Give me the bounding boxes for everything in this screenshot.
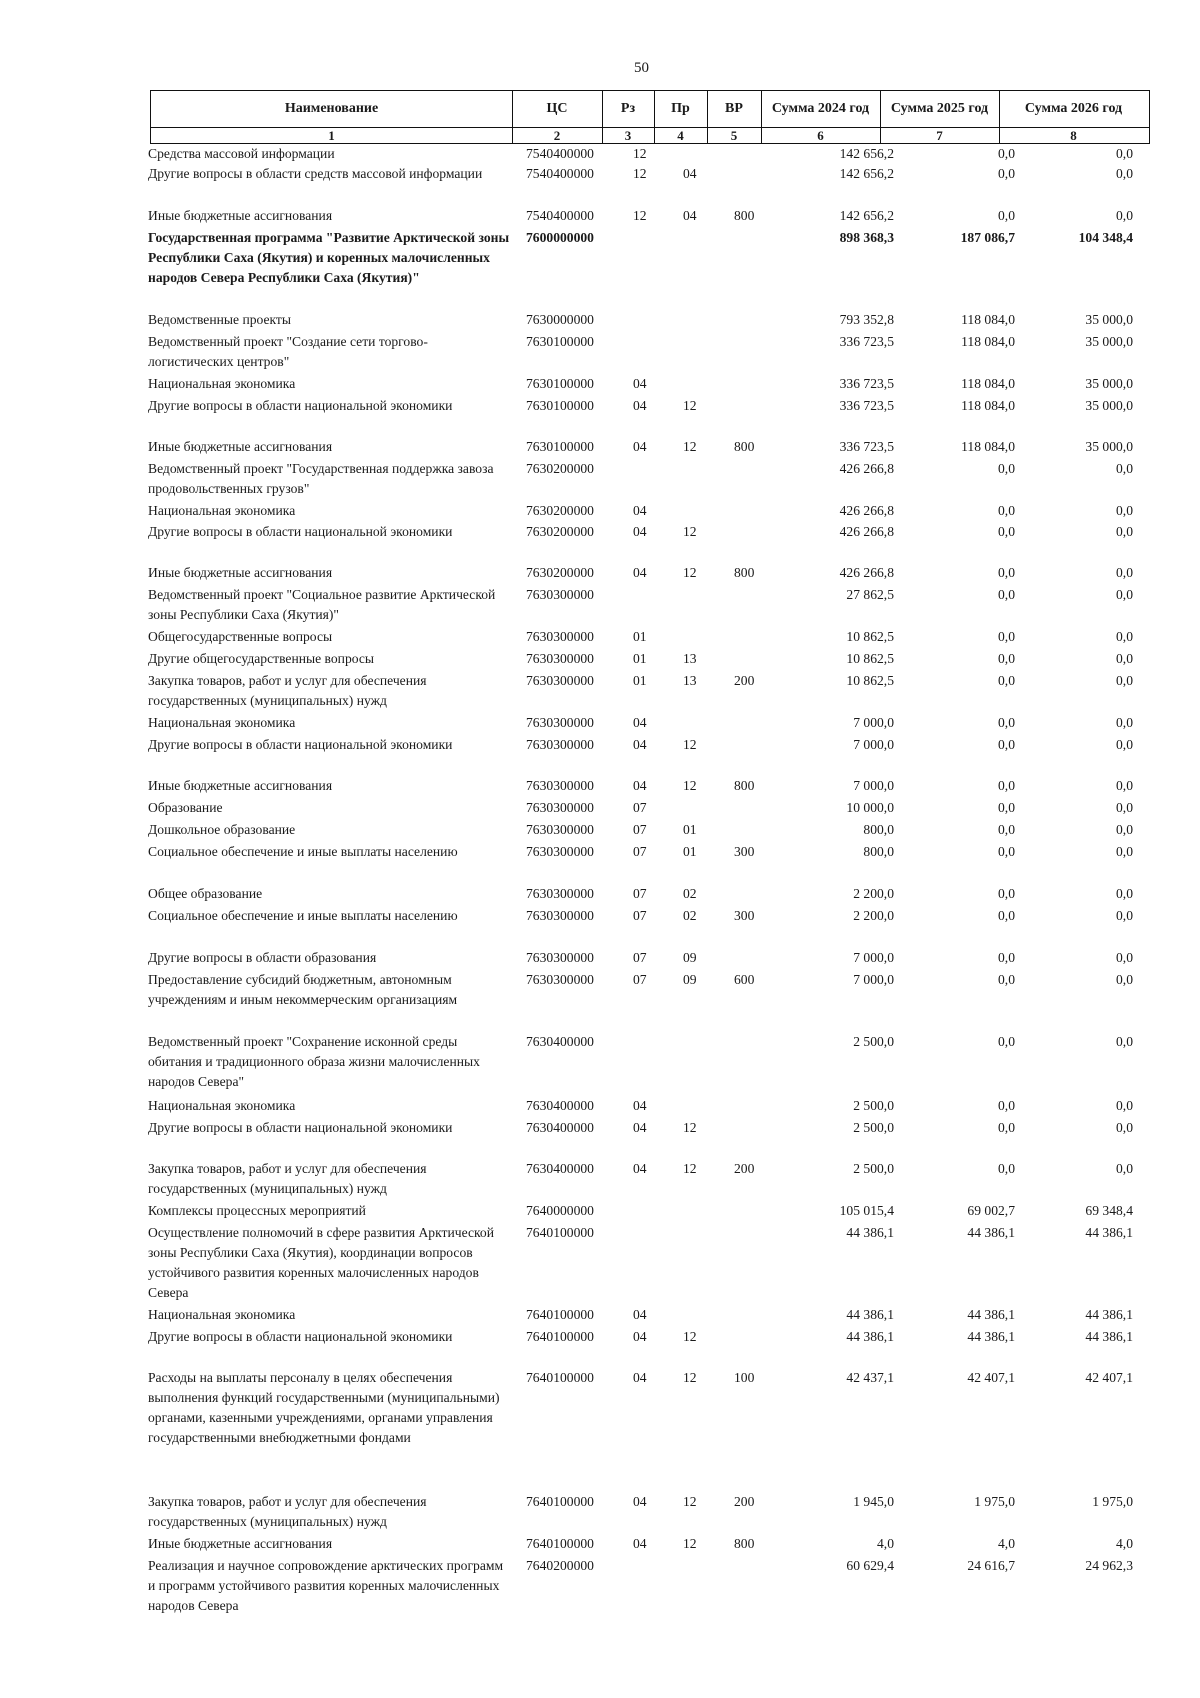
column-number: 3 xyxy=(602,128,655,143)
row-cs: 7630300000 xyxy=(526,950,594,965)
row-sum-2026: 0,0 xyxy=(1116,737,1133,752)
row-name: Ведомственный проект "Государственная поддержка завоза продовольственных грузов" xyxy=(148,461,494,496)
row-cs: 7630300000 xyxy=(526,972,594,987)
row-rz: 04 xyxy=(633,376,647,391)
row-rz: 01 xyxy=(633,673,647,688)
row-sum-2025: 0,0 xyxy=(998,524,1015,539)
row-sum-2024: 2 500,0 xyxy=(853,1161,894,1176)
row-cs: 7630300000 xyxy=(526,651,594,666)
row-cs: 7630300000 xyxy=(526,800,594,815)
row-sum-2025: 0,0 xyxy=(998,208,1015,223)
row-pr: 09 xyxy=(683,950,697,965)
row-rz: 04 xyxy=(633,1329,647,1344)
row-cs: 7630100000 xyxy=(526,398,594,413)
row-sum-2026: 35 000,0 xyxy=(1085,398,1133,413)
row-cs: 7540400000 xyxy=(526,146,594,161)
row-sum-2025: 118 084,0 xyxy=(961,398,1015,413)
row-name: Иные бюджетные ассигнования xyxy=(148,1536,333,1551)
row-sum-2025: 44 386,1 xyxy=(967,1307,1015,1322)
row-cs: 7630300000 xyxy=(526,715,594,730)
header-sum-2026: Сумма 2026 год xyxy=(1024,101,1123,116)
row-cs: 7630300000 xyxy=(526,822,594,837)
row-sum-2024: 1 945,0 xyxy=(853,1494,894,1509)
row-vr: 800 xyxy=(734,208,755,223)
row-sum-2026: 4,0 xyxy=(1116,1536,1133,1551)
row-name: Другие вопросы в области национальной экономики xyxy=(148,737,453,752)
row-name: Другие вопросы в области средств массовой информации xyxy=(148,166,483,181)
row-sum-2025: 44 386,1 xyxy=(967,1225,1015,1240)
row-vr: 300 xyxy=(734,844,755,859)
row-sum-2026: 0,0 xyxy=(1116,715,1133,730)
row-name: Ведомственные проекты xyxy=(148,312,292,327)
row-vr: 200 xyxy=(734,673,755,688)
row-sum-2024: 44 386,1 xyxy=(846,1225,894,1240)
row-cs: 7630400000 xyxy=(526,1034,594,1049)
row-sum-2024: 44 386,1 xyxy=(846,1329,894,1344)
row-pr: 12 xyxy=(683,737,697,752)
row-rz: 07 xyxy=(633,972,647,987)
row-pr: 12 xyxy=(683,398,697,413)
row-sum-2025: 1 975,0 xyxy=(974,1494,1015,1509)
row-vr: 800 xyxy=(734,778,755,793)
row-cs: 7640100000 xyxy=(526,1329,594,1344)
row-name: Национальная экономика xyxy=(148,715,296,730)
row-sum-2024: 2 500,0 xyxy=(853,1034,894,1049)
row-name: Другие общегосударственные вопросы xyxy=(148,651,375,666)
row-sum-2024: 800,0 xyxy=(863,822,894,837)
row-sum-2024: 2 200,0 xyxy=(853,886,894,901)
row-sum-2026: 0,0 xyxy=(1116,886,1133,901)
row-rz: 04 xyxy=(633,1098,647,1113)
row-name: Иные бюджетные ассигнования xyxy=(148,565,333,580)
row-pr: 12 xyxy=(683,524,697,539)
row-cs: 7630300000 xyxy=(526,886,594,901)
row-cs: 7630100000 xyxy=(526,334,594,349)
row-sum-2026: 35 000,0 xyxy=(1085,439,1133,454)
row-sum-2026: 42 407,1 xyxy=(1085,1370,1133,1385)
row-name: Другие вопросы в области национальной экономики xyxy=(148,524,453,539)
row-sum-2025: 0,0 xyxy=(998,844,1015,859)
row-sum-2025: 118 084,0 xyxy=(961,376,1015,391)
row-rz: 04 xyxy=(633,1120,647,1135)
row-sum-2025: 42 407,1 xyxy=(967,1370,1015,1385)
row-rz: 12 xyxy=(633,166,647,181)
row-sum-2025: 0,0 xyxy=(998,908,1015,923)
row-pr: 01 xyxy=(683,844,697,859)
row-sum-2025: 0,0 xyxy=(998,461,1015,476)
column-number: 4 xyxy=(654,128,708,143)
row-cs: 7630300000 xyxy=(526,737,594,752)
row-pr: 12 xyxy=(683,1494,697,1509)
row-rz: 04 xyxy=(633,778,647,793)
row-cs: 7630400000 xyxy=(526,1098,594,1113)
row-sum-2026: 0,0 xyxy=(1116,1034,1133,1049)
row-vr: 100 xyxy=(734,1370,755,1385)
row-pr: 12 xyxy=(683,1329,697,1344)
row-sum-2026: 0,0 xyxy=(1116,1120,1133,1135)
row-name: Образование xyxy=(148,800,223,815)
row-name: Средства массовой информации xyxy=(148,146,335,161)
row-rz: 04 xyxy=(633,1161,647,1176)
row-vr: 800 xyxy=(734,565,755,580)
row-sum-2026: 0,0 xyxy=(1116,950,1133,965)
row-sum-2026: 1 975,0 xyxy=(1092,1494,1133,1509)
page-number: 50 xyxy=(634,60,649,76)
row-pr: 12 xyxy=(683,1120,697,1135)
row-rz: 04 xyxy=(633,524,647,539)
row-sum-2026: 104 348,4 xyxy=(1078,230,1133,245)
row-sum-2024: 142 656,2 xyxy=(839,146,894,161)
row-sum-2026: 44 386,1 xyxy=(1085,1307,1133,1322)
row-sum-2026: 0,0 xyxy=(1116,800,1133,815)
row-rz: 04 xyxy=(633,1307,647,1322)
row-sum-2024: 800,0 xyxy=(863,844,894,859)
row-cs: 7630100000 xyxy=(526,439,594,454)
row-cs: 7630200000 xyxy=(526,524,594,539)
row-sum-2024: 7 000,0 xyxy=(853,737,894,752)
row-name: Комплексы процессных мероприятий xyxy=(148,1203,366,1218)
row-sum-2026: 0,0 xyxy=(1116,651,1133,666)
row-sum-2024: 142 656,2 xyxy=(839,166,894,181)
row-cs: 7630300000 xyxy=(526,844,594,859)
header-name: Наименование xyxy=(151,91,513,127)
row-name: Национальная экономика xyxy=(148,1098,296,1113)
row-pr: 12 xyxy=(683,778,697,793)
row-name: Общее образование xyxy=(148,886,263,901)
row-rz: 04 xyxy=(633,1494,647,1509)
row-sum-2026: 0,0 xyxy=(1116,587,1133,602)
row-name: Социальное обеспечение и иные выплаты населению xyxy=(148,844,458,859)
column-number: 1 xyxy=(151,128,513,143)
row-sum-2026: 44 386,1 xyxy=(1085,1329,1133,1344)
row-rz: 04 xyxy=(633,1370,647,1385)
row-sum-2026: 0,0 xyxy=(1116,972,1133,987)
row-rz: 01 xyxy=(633,629,647,644)
row-cs: 7630300000 xyxy=(526,778,594,793)
row-sum-2026: 0,0 xyxy=(1116,1098,1133,1113)
row-sum-2024: 336 723,5 xyxy=(839,439,894,454)
row-cs: 7640100000 xyxy=(526,1536,594,1551)
row-cs: 7640100000 xyxy=(526,1370,594,1385)
row-sum-2026: 0,0 xyxy=(1116,208,1133,223)
row-sum-2025: 69 002,7 xyxy=(967,1203,1015,1218)
row-sum-2024: 898 368,3 xyxy=(839,230,894,245)
row-sum-2026: 24 962,3 xyxy=(1085,1558,1133,1573)
row-rz: 07 xyxy=(633,800,647,815)
row-sum-2026: 0,0 xyxy=(1116,629,1133,644)
row-cs: 7540400000 xyxy=(526,208,594,223)
row-cs: 7630300000 xyxy=(526,629,594,644)
row-cs: 7640000000 xyxy=(526,1203,594,1218)
row-sum-2024: 426 266,8 xyxy=(839,524,894,539)
row-sum-2026: 44 386,1 xyxy=(1085,1225,1133,1240)
row-rz: 12 xyxy=(633,146,647,161)
row-cs: 7630200000 xyxy=(526,503,594,518)
row-vr: 200 xyxy=(734,1161,755,1176)
row-sum-2024: 10 862,5 xyxy=(846,673,894,688)
row-sum-2025: 187 086,7 xyxy=(960,230,1015,245)
row-cs: 7600000000 xyxy=(526,230,594,245)
column-numbers xyxy=(150,128,1150,144)
row-sum-2026: 35 000,0 xyxy=(1085,312,1133,327)
row-vr: 800 xyxy=(734,1536,755,1551)
row-sum-2025: 0,0 xyxy=(998,629,1015,644)
row-sum-2024: 44 386,1 xyxy=(846,1307,894,1322)
row-name: Ведомственный проект "Социальное развитие Арктической зоны Республики Саха (Якутия)" xyxy=(148,587,496,622)
header-rz: Рз xyxy=(602,91,655,127)
row-name: Государственная программа "Развитие Арктической зоны Республики Саха (Якутия) и коренных малочисленных народов Севера Республики Саха (Якутия)" xyxy=(148,230,510,285)
header-pr: Пр xyxy=(654,91,708,127)
row-rz: 04 xyxy=(633,439,647,454)
column-number: 8 xyxy=(1070,127,1077,143)
row-rz: 07 xyxy=(633,908,647,923)
row-sum-2026: 0,0 xyxy=(1116,146,1133,161)
row-cs: 7540400000 xyxy=(526,166,594,181)
row-sum-2024: 426 266,8 xyxy=(839,461,894,476)
row-cs: 7630300000 xyxy=(526,587,594,602)
row-pr: 04 xyxy=(683,166,697,181)
row-cs: 7640100000 xyxy=(526,1225,594,1240)
row-cs: 7630300000 xyxy=(526,673,594,688)
row-cs: 7630300000 xyxy=(526,908,594,923)
row-pr: 12 xyxy=(683,1536,697,1551)
row-sum-2024: 7 000,0 xyxy=(853,715,894,730)
row-sum-2024: 7 000,0 xyxy=(853,950,894,965)
row-sum-2025: 44 386,1 xyxy=(967,1329,1015,1344)
row-sum-2025: 24 616,7 xyxy=(967,1558,1015,1573)
row-sum-2026: 0,0 xyxy=(1116,1161,1133,1176)
row-pr: 13 xyxy=(683,651,697,666)
row-pr: 09 xyxy=(683,972,697,987)
row-name: Расходы на выплаты персоналу в целях обеспечения выполнения функций государственными (муниципальными) органами, казенными учреждениями, органами управления государственными внебюджетными фондами xyxy=(148,1370,500,1445)
row-name: Другие вопросы в области образования xyxy=(148,950,377,965)
row-pr: 02 xyxy=(683,908,697,923)
row-rz: 01 xyxy=(633,651,647,666)
row-sum-2026: 0,0 xyxy=(1116,844,1133,859)
row-rz: 12 xyxy=(633,208,647,223)
row-sum-2024: 336 723,5 xyxy=(839,334,894,349)
row-name: Ведомственный проект "Создание сети торгово-логистических центров" xyxy=(148,334,428,369)
row-sum-2024: 27 862,5 xyxy=(846,587,894,602)
row-sum-2024: 2 500,0 xyxy=(853,1120,894,1135)
row-sum-2026: 0,0 xyxy=(1116,524,1133,539)
row-sum-2026: 0,0 xyxy=(1116,461,1133,476)
row-name: Ведомственный проект "Сохранение исконной среды обитания и традиционного образа жизни малочисленных народов Севера" xyxy=(148,1034,480,1089)
row-sum-2025: 0,0 xyxy=(998,1161,1015,1176)
row-sum-2025: 0,0 xyxy=(998,166,1015,181)
row-cs: 7630400000 xyxy=(526,1120,594,1135)
row-sum-2025: 118 084,0 xyxy=(961,439,1015,454)
row-sum-2026: 0,0 xyxy=(1116,673,1133,688)
row-sum-2026: 35 000,0 xyxy=(1085,334,1133,349)
row-sum-2026: 69 348,4 xyxy=(1085,1203,1133,1218)
row-name: Иные бюджетные ассигнования xyxy=(148,439,333,454)
row-sum-2025: 0,0 xyxy=(998,1120,1015,1135)
row-sum-2024: 2 200,0 xyxy=(853,908,894,923)
row-sum-2025: 0,0 xyxy=(998,778,1015,793)
row-cs: 7630400000 xyxy=(526,1161,594,1176)
row-name: Предоставление субсидий бюджетным, автономным учреждениям и иным некоммерческим организациям xyxy=(148,972,458,1007)
row-sum-2024: 10 000,0 xyxy=(846,800,894,815)
column-number: 6 xyxy=(761,128,881,143)
row-rz: 04 xyxy=(633,737,647,752)
row-sum-2024: 10 862,5 xyxy=(846,651,894,666)
row-rz: 07 xyxy=(633,886,647,901)
row-sum-2025: 4,0 xyxy=(998,1536,1015,1551)
row-sum-2024: 336 723,5 xyxy=(839,398,894,413)
row-rz: 04 xyxy=(633,1536,647,1551)
row-name: Иные бюджетные ассигнования xyxy=(148,778,333,793)
row-name: Другие вопросы в области национальной экономики xyxy=(148,1120,453,1135)
row-pr: 12 xyxy=(683,439,697,454)
row-cs: 7630000000 xyxy=(526,312,594,327)
row-sum-2024: 7 000,0 xyxy=(853,778,894,793)
row-pr: 02 xyxy=(683,886,697,901)
row-sum-2025: 0,0 xyxy=(998,503,1015,518)
row-cs: 7630100000 xyxy=(526,376,594,391)
row-rz: 04 xyxy=(633,715,647,730)
row-sum-2025: 0,0 xyxy=(998,565,1015,580)
row-vr: 300 xyxy=(734,908,755,923)
row-sum-2024: 60 629,4 xyxy=(846,1558,894,1573)
row-name: Закупка товаров, работ и услуг для обеспечения государственных (муниципальных) нужд xyxy=(148,673,427,708)
row-cs: 7640100000 xyxy=(526,1494,594,1509)
row-sum-2025: 0,0 xyxy=(998,972,1015,987)
row-name: Другие вопросы в области национальной экономики xyxy=(148,398,453,413)
row-sum-2026: 0,0 xyxy=(1116,565,1133,580)
row-name: Реализация и научное сопровождение арктических программ и программ устойчивого развития коренных малочисленных народов Севера xyxy=(148,1558,504,1613)
row-sum-2025: 0,0 xyxy=(998,822,1015,837)
row-rz: 04 xyxy=(633,503,647,518)
row-name: Национальная экономика xyxy=(148,1307,296,1322)
row-sum-2025: 0,0 xyxy=(998,651,1015,666)
row-sum-2026: 0,0 xyxy=(1116,503,1133,518)
row-rz: 07 xyxy=(633,950,647,965)
row-sum-2024: 142 656,2 xyxy=(839,208,894,223)
row-sum-2024: 4,0 xyxy=(877,1536,894,1551)
row-sum-2024: 2 500,0 xyxy=(853,1098,894,1113)
row-pr: 01 xyxy=(683,822,697,837)
row-pr: 12 xyxy=(683,1370,697,1385)
row-vr: 200 xyxy=(734,1494,755,1509)
row-name: Иные бюджетные ассигнования xyxy=(148,208,333,223)
row-name: Закупка товаров, работ и услуг для обеспечения государственных (муниципальных) нужд xyxy=(148,1161,427,1196)
row-sum-2024: 426 266,8 xyxy=(839,565,894,580)
row-sum-2025: 118 084,0 xyxy=(961,312,1015,327)
row-sum-2024: 793 352,8 xyxy=(839,312,894,327)
row-name: Национальная экономика xyxy=(148,376,296,391)
row-name: Дошкольное образование xyxy=(148,822,296,837)
header-sum-2025: Сумма 2025 год xyxy=(880,91,1000,127)
row-sum-2024: 105 015,4 xyxy=(839,1203,894,1218)
row-cs: 7640200000 xyxy=(526,1558,594,1573)
row-sum-2026: 35 000,0 xyxy=(1085,376,1133,391)
row-cs: 7630200000 xyxy=(526,565,594,580)
row-rz: 07 xyxy=(633,822,647,837)
column-number: 2 xyxy=(512,128,603,143)
row-sum-2025: 0,0 xyxy=(998,800,1015,815)
row-pr: 04 xyxy=(683,208,697,223)
row-sum-2024: 7 000,0 xyxy=(853,972,894,987)
row-sum-2024: 426 266,8 xyxy=(839,503,894,518)
row-pr: 12 xyxy=(683,565,697,580)
row-pr: 12 xyxy=(683,1161,697,1176)
row-cs: 7630200000 xyxy=(526,461,594,476)
row-vr: 800 xyxy=(734,439,755,454)
header-vr: ВР xyxy=(707,91,762,127)
row-sum-2025: 0,0 xyxy=(998,886,1015,901)
row-pr: 13 xyxy=(683,673,697,688)
header-sum-2024: Сумма 2024 год xyxy=(761,91,881,127)
row-name: Другие вопросы в области национальной экономики xyxy=(148,1329,453,1344)
row-sum-2026: 0,0 xyxy=(1116,908,1133,923)
row-sum-2025: 118 084,0 xyxy=(961,334,1015,349)
row-sum-2025: 0,0 xyxy=(998,715,1015,730)
header-cs: ЦС xyxy=(512,91,603,127)
row-name: Осуществление полномочий в сфере развития Арктической зоны Республики Саха (Якутия), координации вопросов устойчивого развития коренных малочисленных народов Севера xyxy=(148,1225,494,1300)
row-rz: 04 xyxy=(633,565,647,580)
row-vr: 600 xyxy=(734,972,755,987)
row-sum-2025: 0,0 xyxy=(998,146,1015,161)
column-number: 7 xyxy=(880,128,1000,143)
row-sum-2025: 0,0 xyxy=(998,673,1015,688)
row-sum-2025: 0,0 xyxy=(998,737,1015,752)
row-rz: 07 xyxy=(633,844,647,859)
row-cs: 7640100000 xyxy=(526,1307,594,1322)
row-name: Национальная экономика xyxy=(148,503,296,518)
row-sum-2025: 0,0 xyxy=(998,587,1015,602)
row-name: Общегосударственные вопросы xyxy=(148,629,333,644)
row-name: Закупка товаров, работ и услуг для обеспечения государственных (муниципальных) нужд xyxy=(148,1494,427,1529)
row-sum-2026: 0,0 xyxy=(1116,822,1133,837)
row-name: Социальное обеспечение и иные выплаты населению xyxy=(148,908,458,923)
row-sum-2025: 0,0 xyxy=(998,1098,1015,1113)
row-sum-2026: 0,0 xyxy=(1116,166,1133,181)
column-number: 5 xyxy=(707,128,762,143)
row-sum-2024: 10 862,5 xyxy=(846,629,894,644)
row-sum-2026: 0,0 xyxy=(1116,778,1133,793)
row-rz: 04 xyxy=(633,398,647,413)
row-sum-2024: 42 437,1 xyxy=(846,1370,894,1385)
table-header xyxy=(150,90,1150,128)
row-sum-2024: 336 723,5 xyxy=(839,376,894,391)
row-sum-2025: 0,0 xyxy=(998,1034,1015,1049)
row-sum-2025: 0,0 xyxy=(998,950,1015,965)
